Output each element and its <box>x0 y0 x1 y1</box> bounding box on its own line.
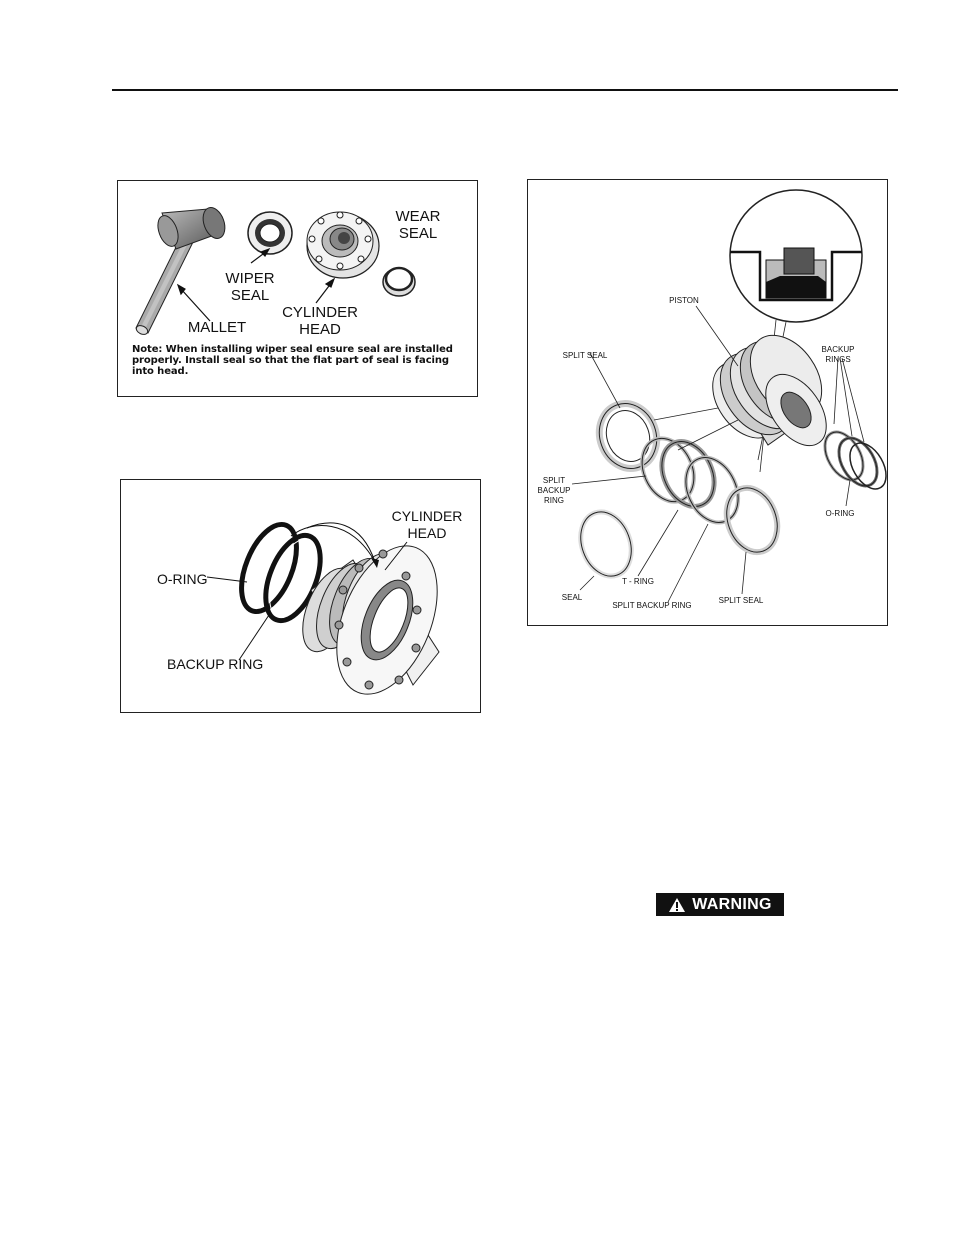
split-seal-bottom-illustration <box>718 481 786 559</box>
wiper-seal-note: Note: When installing wiper seal ensure seal are installed properly. Install seal so that the flat part of seal is facing into head. <box>132 344 453 377</box>
split-backup-ring-bottom-label: SPLIT BACKUP RING <box>612 601 692 610</box>
wiper-seal-illustration-ring <box>248 212 292 254</box>
warning-triangle-icon <box>668 897 686 913</box>
wiper-seal-label: WIPER SEAL <box>225 270 275 304</box>
seal-label: SEAL <box>561 593 583 602</box>
mallet-label: MALLET <box>187 319 247 336</box>
split-seal-bottom-label: SPLIT SEAL <box>718 596 764 605</box>
figure-cylinder-head-oring <box>120 479 481 713</box>
split-backup-ring-illustration <box>632 430 703 510</box>
figure-wiper-seal-install <box>117 180 478 397</box>
o-ring-label: O-RING <box>825 509 855 518</box>
cylinder-head-illustration <box>307 212 379 278</box>
split-seal-top-label: SPLIT SEAL <box>562 351 608 360</box>
warning-banner <box>656 893 784 916</box>
piston-seals-illustration <box>528 180 889 627</box>
o-ring-label: O-RING <box>157 571 208 587</box>
warning-label: WARNING <box>692 895 772 913</box>
seal-detail-inset <box>728 190 868 322</box>
split-backup-ring-left-label: SPLIT BACKUP RING <box>537 476 571 505</box>
t-ring-label: T - RING <box>622 577 654 586</box>
seal-illustration <box>572 505 640 583</box>
backup-rings-label: BACKUP RINGS <box>821 345 855 364</box>
split-seal-top-illustration <box>590 395 665 476</box>
header-rule <box>112 89 898 91</box>
wear-seal-illustration <box>383 268 415 296</box>
figure-piston-seals <box>527 179 888 626</box>
backup-ring-label: BACKUP RING <box>167 656 264 672</box>
piston-label: PISTON <box>669 296 699 305</box>
cylinder-head-label: CYLINDER HEAD <box>282 304 358 338</box>
piston-illustration <box>699 322 839 457</box>
backup-rings-illustration <box>817 425 889 495</box>
wear-seal-label: WEAR SEAL <box>395 208 441 242</box>
cylinder-head-label: CYLINDER HEAD <box>391 508 463 541</box>
